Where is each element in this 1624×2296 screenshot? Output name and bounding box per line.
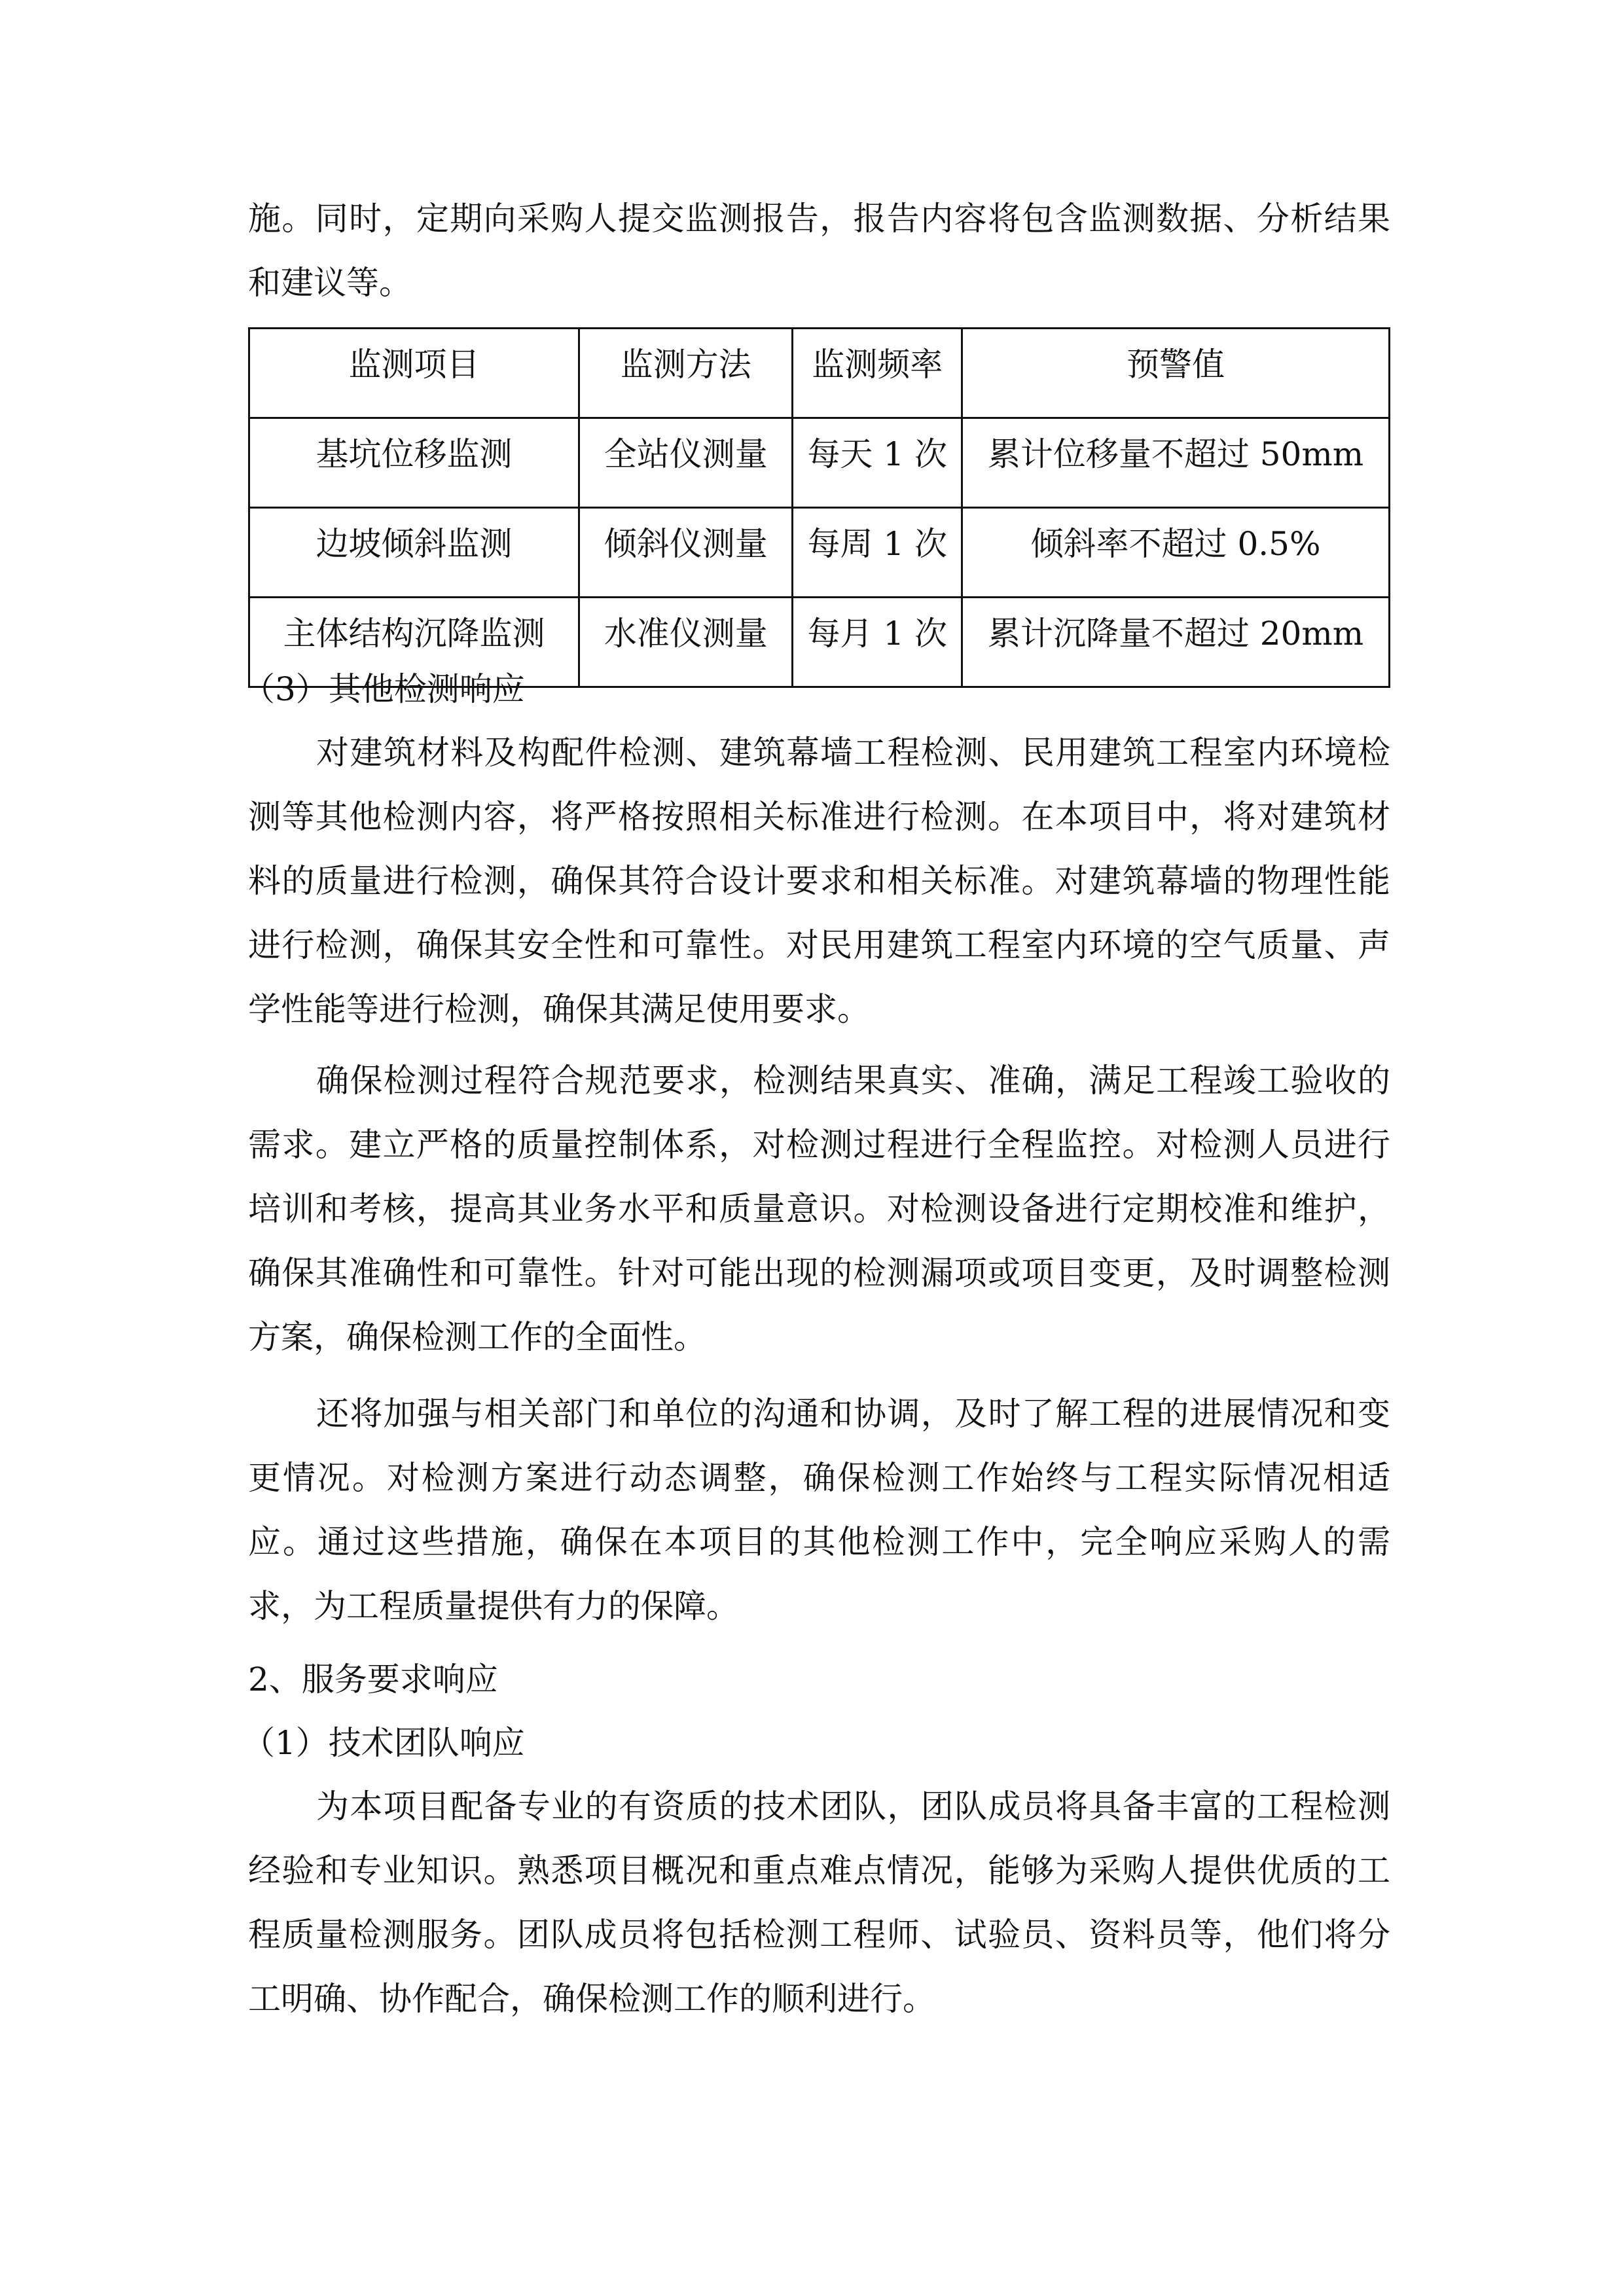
text-line: 测等其他检测内容，将严格按照相关标准进行检测。在本项目中，将对建筑材 — [248, 798, 1390, 836]
table-cell: 每月 1 次 — [793, 598, 962, 687]
table-cell: 主体结构沉降监测 — [249, 598, 579, 687]
table-row — [249, 418, 1390, 508]
paragraph-quality-control — [248, 1049, 1390, 1369]
text-line: 对建筑材料及构配件检测、建筑幕墙工程检测、民用建筑工程室内环境检 — [316, 734, 1390, 772]
section-2-heading: 2、服务要求响应 — [248, 1660, 498, 1698]
text-line: 为本项目配备专业的有资质的技术团队，团队成员将具备丰富的工程检测 — [316, 1787, 1390, 1825]
text-line: 确保其准确性和可靠性。针对可能出现的检测漏项或项目变更，及时调整检测 — [248, 1254, 1390, 1292]
header-cell: 预警值 — [962, 329, 1390, 418]
paragraph-coordination — [248, 1382, 1390, 1638]
table-cell: 累计沉降量不超过 20mm — [962, 598, 1390, 687]
table-cell: 全站仪测量 — [579, 418, 793, 508]
table-cell: 基坑位移监测 — [249, 418, 579, 508]
intro-paragraph — [248, 187, 1390, 315]
table-cell: 倾斜仪测量 — [579, 508, 793, 598]
monitoring-table — [248, 327, 1390, 688]
text-line: 料的质量进行检测，确保其符合设计要求和相关标准。对建筑幕墙的物理性能 — [248, 862, 1390, 900]
subsection-1-heading: （1）技术团队响应 — [242, 1724, 525, 1762]
text-line: 和建议等。 — [248, 264, 412, 302]
text-line: 还将加强与相关部门和单位的沟通和协调，及时了解工程的进展情况和变 — [316, 1395, 1390, 1433]
text-line: 求，为工程质量提供有力的保障。 — [248, 1587, 739, 1625]
text-line: 经验和专业知识。熟悉项目概况和重点难点情况，能够为采购人提供优质的工 — [248, 1852, 1390, 1890]
text-line: 确保检测过程符合规范要求，检测结果真实、准确，满足工程竣工验收的 — [316, 1062, 1390, 1100]
text-line: 施。同时，定期向采购人提交监测报告，报告内容将包含监测数据、分析结果 — [248, 200, 1390, 238]
section-3-heading: （3）其他检测响应 — [242, 670, 525, 708]
text-line: 进行检测，确保其安全性和可靠性。对民用建筑工程室内环境的空气质量、声 — [248, 926, 1390, 964]
table-cell: 水准仪测量 — [579, 598, 793, 687]
table-row — [249, 508, 1390, 598]
paragraph-other-testing — [248, 721, 1390, 1041]
table-header-row — [249, 329, 1390, 418]
header-cell: 监测项目 — [249, 329, 579, 418]
text-line: 学性能等进行检测，确保其满足使用要求。 — [248, 990, 870, 1028]
table-cell: 倾斜率不超过 0.5% — [962, 508, 1390, 598]
text-line: 程质量检测服务。团队成员将包括检测工程师、试验员、资料员等，他们将分 — [248, 1916, 1390, 1954]
table-cell: 每天 1 次 — [793, 418, 962, 508]
table-cell: 累计位移量不超过 50mm — [962, 418, 1390, 508]
text-line: 培训和考核，提高其业务水平和质量意识。对检测设备进行定期校准和维护， — [248, 1190, 1390, 1228]
text-line: 工明确、协作配合，确保检测工作的顺利进行。 — [248, 1980, 935, 2018]
text-line: 应。通过这些措施，确保在本项目的其他检测工作中，完全响应采购人的需 — [248, 1523, 1390, 1561]
table-cell: 每周 1 次 — [793, 508, 962, 598]
text-line: 更情况。对检测方案进行动态调整，确保检测工作始终与工程实际情况相适 — [248, 1459, 1390, 1497]
header-cell: 监测方法 — [579, 329, 793, 418]
table-cell: 边坡倾斜监测 — [249, 508, 579, 598]
header-cell: 监测频率 — [793, 329, 962, 418]
text-line: 需求。建立严格的质量控制体系，对检测过程进行全程监控。对检测人员进行 — [248, 1126, 1390, 1164]
text-line: 方案，确保检测工作的全面性。 — [248, 1318, 706, 1356]
paragraph-technical-team — [248, 1774, 1390, 2031]
